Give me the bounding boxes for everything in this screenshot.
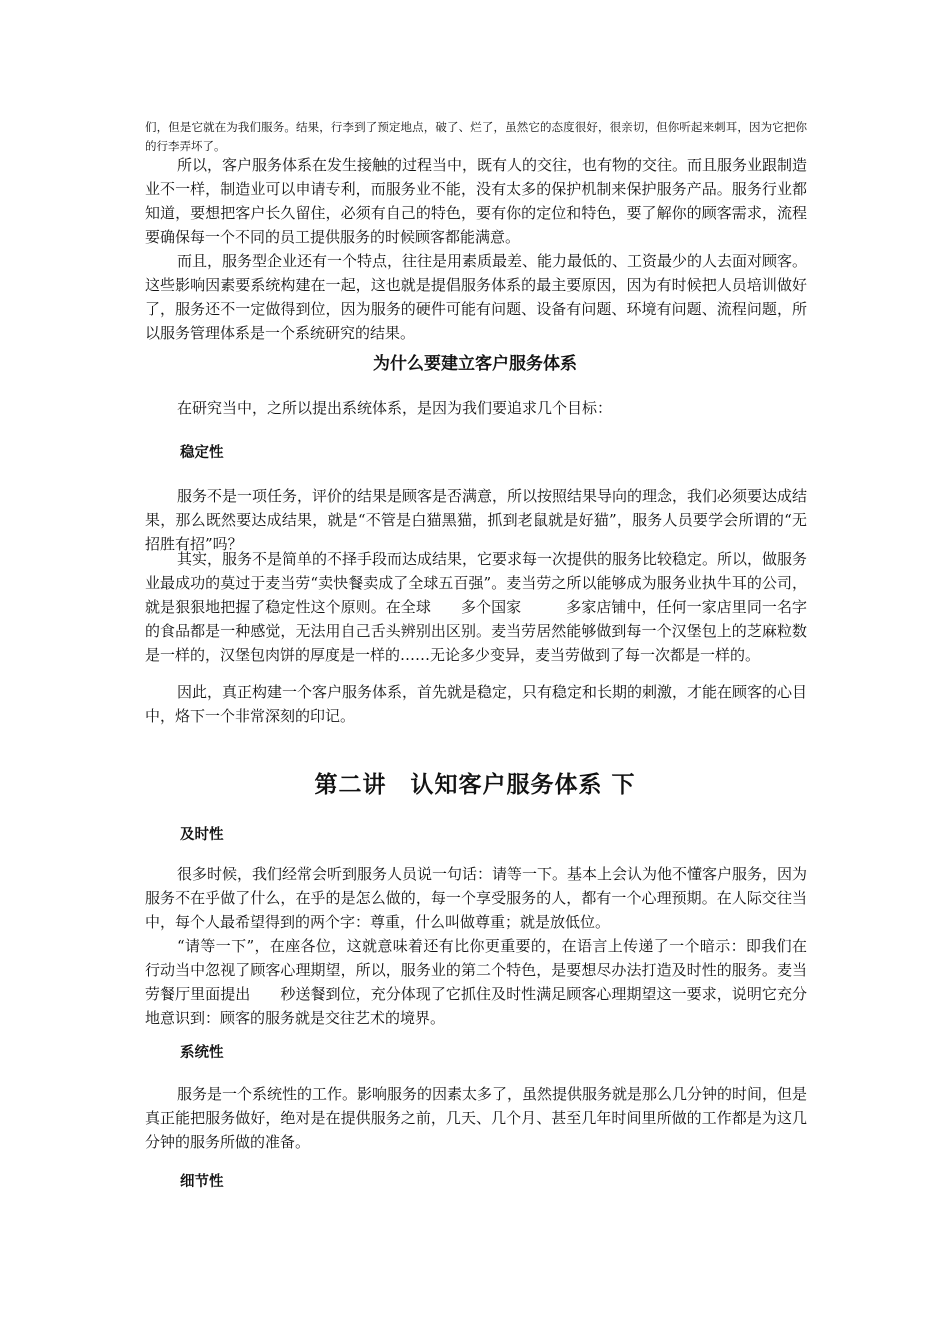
timeliness-paragraph-2: “请等一下”，在座各位，这就意味着还有比你更重要的，在语言上传递了一个暗示：即我们在行动当中忽视了顾客心理期望，所以，服务业的第二个特色，是要想尽办法打造及时性的服务。麦当劳餐厅里面提出 秒送餐到位，充分体现了它抓住及时性满足顾客心理期望这一要求，说明它充分地意识到：顾客的服务就是交往艺术的境界。 (145, 937, 807, 1027)
stability-paragraph-3: 因此，真正构建一个客户服务体系，首先就是稳定，只有稳定和长期的刺激，才能在顾客的心目中，烙下一个非常深刻的印记。 (145, 683, 808, 725)
timeliness-paragraph-1: 很多时候，我们经常会听到服务人员说一句话：请等一下。基本上会认为他不懂客户服务，因为服务不在乎做了什么，在乎的是怎么做的，每一个享受服务的人，都有一个心理预期。在人际交往当中，每个人最希望得到的两个字：尊重，什么叫做尊重；就是放低位。 (145, 865, 808, 931)
stability-paragraph-1: 服务不是一项任务，评价的结果是顾客是否满意，所以按照结果导向的理念，我们必须要达成结果，那么既然要达成结果，就是“不管是白猫黑猫，抓到老鼠就是好猫”，服务人员要学会所谓的“无招胜有招”吗？ (145, 487, 808, 553)
intro-paragraph-2: 而且，服务型企业还有一个特点，往往是用素质最差、能力最低的、工资最少的人去面对顾客。这些影响因素要系统构建在一起，这也就是提倡服务体系的最主要原因，因为有时候把人员培训做好了，服务还不一定做得到位，因为服务的硬件可能有问题、设备有问题、环境有问题、流程问题，所以服务管理体系是一个系统研究的结果。 (145, 252, 808, 342)
intro-note: 们，但是它就在为我们服务。结果，行李到了预定地点，破了、烂了，虽然它的态度很好，很亲切，但你听起来刺耳，因为它把你的行李弄坏了。 (145, 120, 807, 153)
lecture-title: 第二讲 认知客户服务体系 下 (314, 772, 636, 798)
subheading-systematic: 系统性 (180, 1045, 224, 1061)
subheading-stability: 稳定性 (180, 445, 224, 461)
systematic-paragraph-1: 服务是一个系统性的工作。影响服务的因素太多了，虽然提供服务就是那么几分钟的时间，但是真正能把服务做好，绝对是在提供服务之前，几天、几个月、甚至几年时间里所做的工作都是为这几分钟的服务所做的准备。 (145, 1085, 808, 1151)
subheading-timeliness: 及时性 (180, 827, 224, 843)
section-why-lead: 在研究当中，之所以提出系统体系，是因为我们要追求几个目标： (177, 399, 613, 417)
intro-paragraph-1: 所以，客户服务体系在发生接触的过程当中，既有人的交往，也有物的交往。而且服务业跟制造业不一样，制造业可以申请专利，而服务业不能，没有太多的保护机制来保护服务产品。服务行业都知道，要想把客户长久留住，必须有自己的特色，要有你的定位和特色，要了解你的顾客需求，流程要确保每一个不同的员工提供服务的时候顾客都能满意。 (145, 156, 808, 246)
section-heading-why: 为什么要建立客户服务体系 (373, 354, 577, 374)
subheading-detail: 细节性 (180, 1174, 224, 1190)
stability-paragraph-2: 其实，服务不是简单的不择手段而达成结果，它要求每一次提供的服务比较稳定。所以，做服务业最成功的莫过于麦当劳“卖快餐卖成了全球五百强”。麦当劳之所以能够成为服务业执牛耳的公司，就是狠狠地把握了稳定性这个原则。在全球 多个国家 多家店铺中，任何一家店里同一名字的食品都是一种感觉，无法用自己舌头辨别出区别。麦当劳居然能够做到每一个汉堡包上的芝麻粒数是一样的，汉堡包肉饼的厚度是一样的……无论多少变异，麦当劳做到了每一次都是一样的。 (145, 550, 808, 664)
